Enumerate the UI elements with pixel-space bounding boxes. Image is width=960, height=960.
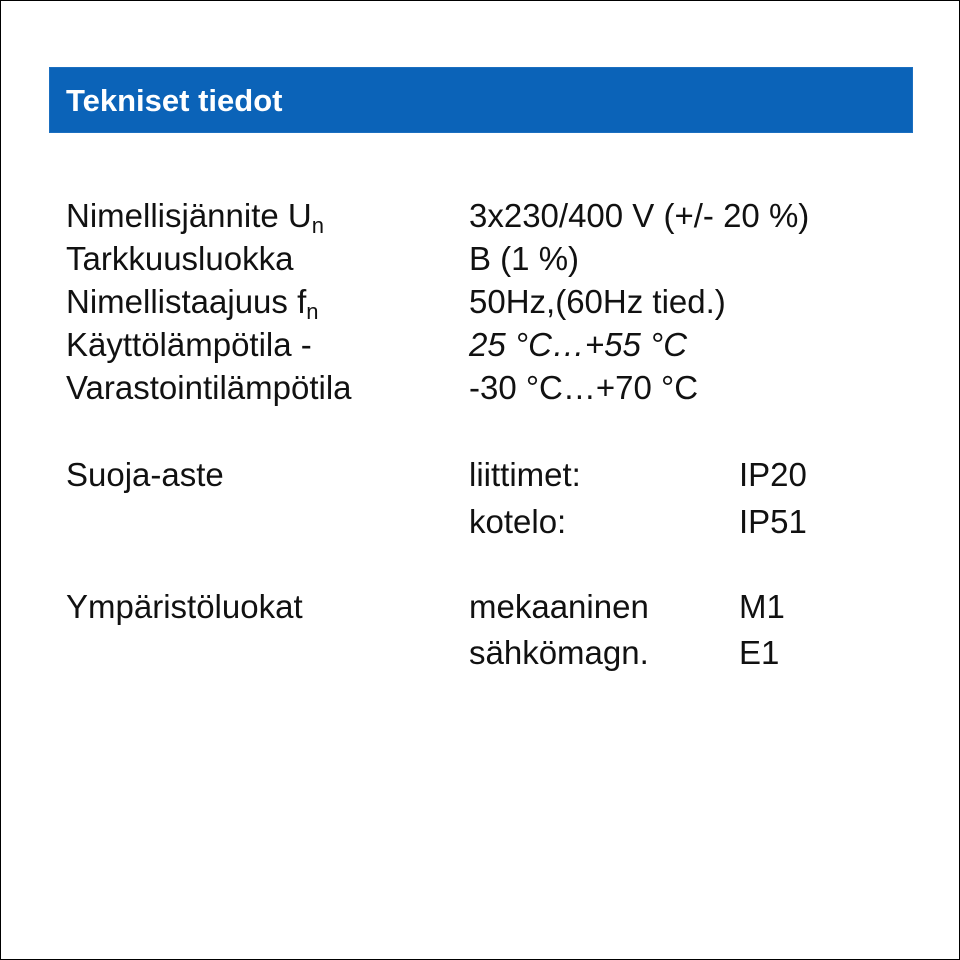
spec-subitem-value: IP51 (739, 503, 807, 540)
spec-row-accuracy-class (1, 237, 959, 281)
spec-label: Suoja-aste (66, 456, 224, 493)
spec-row-rated-frequency (1, 280, 959, 324)
spec-value: B (1 %) (469, 240, 580, 277)
spec-label: Ympäristöluokat (66, 588, 303, 625)
spec-row-operating-temp (1, 323, 959, 367)
section-header (49, 67, 913, 133)
subscript: n (306, 299, 319, 324)
spec-subitem-name: liittimet: (469, 456, 581, 493)
spec-row-protection-class (1, 453, 959, 497)
spec-subitem-name: kotelo: (469, 503, 567, 540)
spec-value: 25 °C…+55 °C (469, 326, 688, 363)
spec-label: Nimellisjännite $U_n$ (66, 197, 324, 238)
spec-value: 3x230/400 V (+/- 20 %) (469, 197, 810, 234)
section-title: Tekniset tiedot (66, 83, 283, 118)
spec-row-protection-class-2 (1, 500, 959, 544)
spec-value: -30 °C…+70 °C (469, 369, 699, 406)
spec-row-environment-classes (1, 585, 959, 629)
spec-label: Varastointilämpötila (66, 369, 352, 406)
spec-label: Käyttölämpötila - (66, 326, 312, 363)
spec-subitem-value: IP20 (739, 456, 807, 493)
spec-subitem-value: E1 (739, 634, 780, 671)
spec-label: Tarkkuusluokka (66, 240, 294, 277)
subscript: n (311, 213, 324, 238)
spec-row-storage-temp (1, 366, 959, 410)
spec-subitem-value: M1 (739, 588, 785, 625)
spec-subitem-name: mekaaninen (469, 588, 649, 625)
spec-row-environment-classes-2 (1, 631, 959, 675)
spec-row-rated-voltage (1, 194, 959, 238)
spec-label: Nimellistaajuus $f_n$ (66, 283, 319, 324)
spec-subitem-name: sähkömagn. (469, 634, 649, 671)
spec-value: 50Hz,(60Hz tied.) (469, 283, 726, 320)
